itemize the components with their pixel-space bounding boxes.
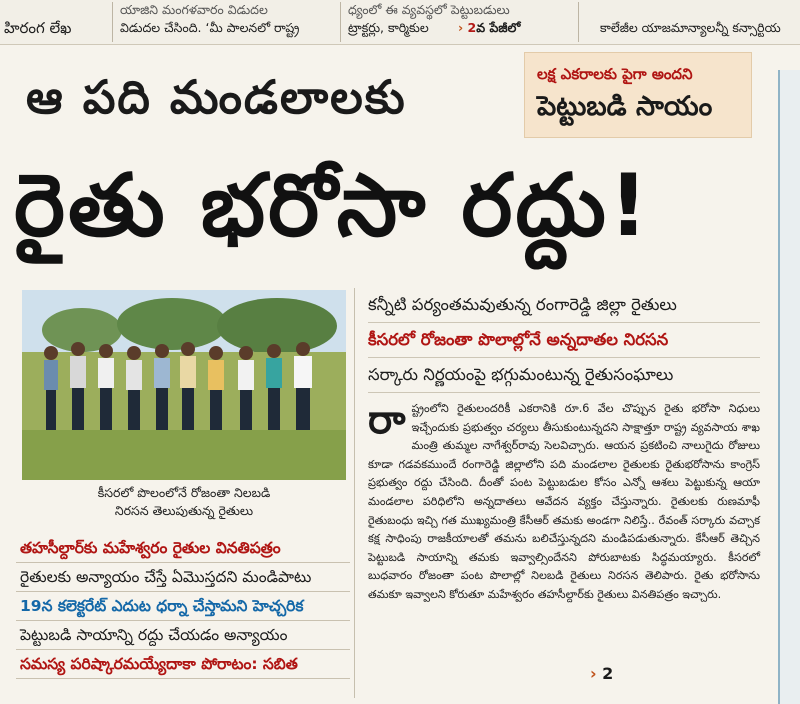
sub-deck: కీసరలో రోజంతా పొలాల్లోనే అన్నదాతల నిరసన <box>368 323 760 358</box>
strip-divider <box>340 2 341 42</box>
side-points-list <box>16 534 350 679</box>
list-item: రైతులకు అన్యాయం చేస్తే ఏమొస్తదని మండిపాటు <box>16 563 350 592</box>
article <box>12 48 772 704</box>
list-item: 19న కలెక్టరేట్ ఎదుట ధర్నా చేస్తామని హెచ్చరిక <box>16 592 350 621</box>
strip-divider <box>578 2 579 42</box>
highlight-box-line2: పెట్టుబడి సాయం <box>537 91 713 122</box>
strip-col1-line2: హిరంగ లేఖ <box>4 19 72 37</box>
list-item: సమస్య పరిష్కారమయ్యేదాకా పోరాటం: సబిత <box>16 650 350 679</box>
article-body-text: ష్ట్రంలోని రైతులందరికీ ఎకరానికి రూ.6 వేల చొప్పున రైతు భరోసా నిధులు ఇచ్చేందుకు ప్రభుత్వం చర్యలు తీసుకుంటున్నదని సాక్షాత్తూ రాష్ట్ర వ్యవసాయ శాఖ మంత్రి తుమ్మల నాగేశ్వర్‌రావు సెలవిచ్చారు. ఆయన ప్రకటించి నాలుగైదు రోజులు కూడా గడవకముందే రంగారెడ్డి జిల్లాలోని పది మండలాల రైతులకు రైతుభరోసాను కాంగ్రెస్ ప్రభుత్వం రద్దు చేసింది. దీంతో పంట పెట్టుబడుల కోసం ఎన్నో ఆశలు పెట్టుకున్న ఆయా మండలాల పరిధిలోని అన్నదాతలు ఆవేదన వ్యక్తం చేస్తున్నారు. రైతులకు రుణమాఫీ రైతుబంధు ఇచ్చి గత ముఖ్యమంత్రి కేసీఆర్ తమకు అండగా నిలిస్తే.. రేవంత్ సర్కారు వచ్చాక కక్ష సాధింపు రాజకీయాలతో తమను బలిచేస్తున్నదని మండిపడుతున్నారు. కేసీఆర్ తెచ్చిన పెట్టుబడి సాయాన్ని తమకు ఇవ్వాల్సిందేనని పోరుబాటకు సిద్ధమయ్యారు. కీసరలో బుధవారం రోజంతా పంట పొలాల్లో నిలబడి రైతులు నిరసన తెలిపారు. రైతు భరోసాను తమకూ ఇవ్వాలని కోరుతూ మహేశ్వరం తహసీల్దార్‌కు రైతులు వినతిపత్రం ఇచ్చారు. <box>368 402 760 601</box>
chevron-right-icon: › <box>590 664 597 683</box>
strip-page-ref[interactable] <box>458 20 520 36</box>
strip-col2-line2: విడుదల చేసింది. ‘మీ పాలనలో రాష్ట్ర <box>120 20 300 35</box>
article-body <box>368 397 760 605</box>
photo-caption-line2: నిరసన తెలుపుతున్న రైతులు <box>114 503 254 518</box>
list-item: తహసీల్దార్‌కు మహేశ్వరం రైతుల వినతిపత్రం <box>16 534 350 563</box>
strip-divider <box>112 2 113 42</box>
column-divider <box>354 288 355 698</box>
top-news-strip <box>0 0 800 45</box>
farmers-photo-illustration <box>22 290 346 480</box>
article-headline: రైతు భరోసా రద్దు! <box>14 156 652 256</box>
highlight-box <box>524 52 752 138</box>
drop-cap: రా <box>368 397 406 443</box>
article-kicker: ఆ పది మండలాలకు <box>26 70 407 124</box>
strip-col4-line2: కాలేజీల యాజమాన్యాలన్నీ కన్సార్టియ <box>600 20 781 35</box>
arrow-right-icon: › <box>458 20 464 35</box>
highlight-box-line1: లక్ష ఎకరాలకు పైగా అందని <box>537 65 693 83</box>
sub-deck: సర్కారు నిర్ణయంపై భగ్గుమంటున్న రైతుసంఘాలు <box>368 358 760 393</box>
strip-col3-line1: ధ్యంలో ఈ వ్యవస్థలో పెట్టుబడులు <box>348 2 510 17</box>
adjacent-column-edge <box>778 70 800 704</box>
farmers-protest-photo <box>22 290 346 480</box>
photo-caption <box>22 484 346 520</box>
sub-decks <box>368 288 760 393</box>
continued-on-page[interactable] <box>590 664 613 683</box>
list-item: పెట్టుబడి సాయాన్ని రద్దు చేయడం అన్యాయం <box>16 621 350 650</box>
continued-page-number: 2 <box>602 664 614 683</box>
photo-caption-line1: కీసరలో పొలంలోనే రోజంతా నిలబడి <box>97 485 271 500</box>
strip-page-ref-text: వ పేజీలో <box>476 20 521 35</box>
strip-col2-line1: యాజిని మంగళవారం విడుదల <box>120 2 268 17</box>
sub-deck: కన్నీటి పర్యంతమవుతున్న రంగారెడ్డి జిల్లా రైతులు <box>368 288 760 323</box>
strip-page-ref-number: 2 <box>467 20 477 35</box>
strip-col3-line2: ట్రాక్టర్లు, కార్మికుల <box>348 20 429 35</box>
